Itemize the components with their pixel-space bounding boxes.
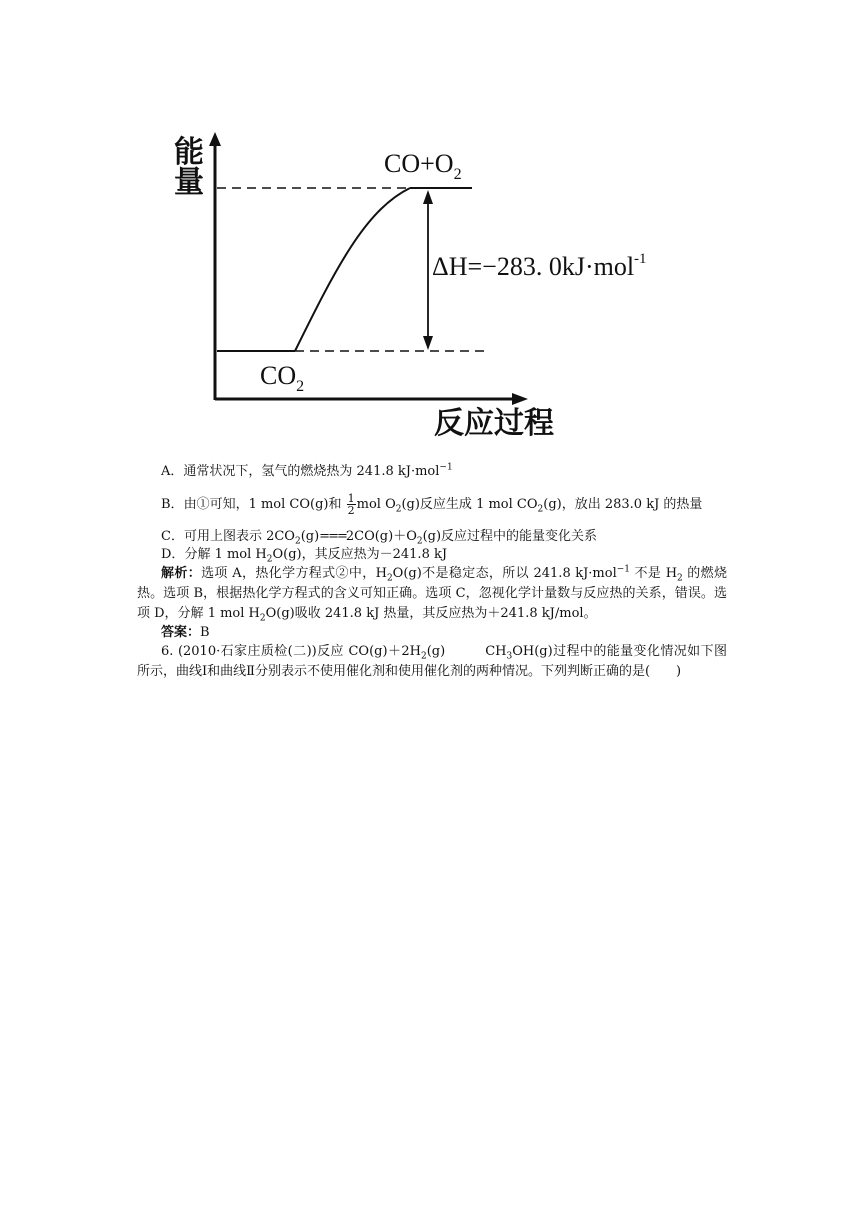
analysis-sub-3: 2 (259, 613, 266, 624)
energy-diagram (160, 120, 730, 450)
x-axis-arrow (512, 393, 528, 405)
energy-diagram-svg (160, 120, 730, 450)
analysis-sub-1: 2 (386, 573, 393, 584)
equation-sign: === (319, 529, 346, 544)
option-b-text-1: 由①可知，1 mol CO(g)和 (183, 497, 346, 512)
answer-line (161, 624, 727, 642)
analysis-text-5: O(g)吸收 241.8 kJ 热量，其反应热为＋241.8 kJ/mol。 (265, 606, 597, 621)
analysis-text-1: 选项 A，热化学方程式②中，H (201, 566, 387, 581)
y-axis-label-top: 能 (174, 136, 204, 169)
analysis-sub-2: 2 (677, 573, 683, 584)
option-c-text-3: 2CO(g)＋O (345, 529, 417, 544)
y-axis-arrow (209, 132, 221, 146)
fraction-denominator: 2 (347, 504, 355, 517)
answer-value: B (200, 625, 210, 640)
fraction-one-half (347, 493, 356, 516)
option-c-sub-2: 2 (416, 536, 423, 547)
option-d-text-2: O(g)，其反应热为－241.8 kJ (272, 547, 448, 562)
analysis-paragraph (137, 564, 727, 624)
option-a-text: 通常状况下，氢气的燃烧热为 241.8 kJ·mol (183, 464, 440, 479)
analysis-label: 解析： (161, 566, 202, 581)
analysis-text-3: 不是 H (630, 566, 678, 581)
analysis-sup-1: −1 (616, 564, 631, 575)
option-c-text-2: (g) (300, 529, 320, 544)
option-c-text-1: 可用上图表示 2CO (183, 529, 295, 544)
option-b (161, 493, 727, 516)
delta-h-arrow-top (423, 190, 433, 204)
analysis-text-2: O(g)不是稳定态，所以 241.8 kJ·mol (392, 566, 617, 581)
option-c-sub-1: 2 (294, 536, 301, 547)
option-c (161, 528, 727, 546)
fraction-numerator: 1 (347, 492, 355, 505)
reaction-curve (295, 188, 410, 351)
option-a (161, 463, 727, 481)
question-text (137, 463, 727, 682)
question-6-text-1: 6. (2010·石家庄质检(二))反应 CO(g)＋2H (161, 644, 421, 659)
option-b-text-3: (g)反应生成 1 mol CO (401, 497, 538, 512)
question-6-text-4: OH(g)过程中的能量变化情况如下图所示，曲线Ⅰ和曲线Ⅱ分别表示不使用催化剂和使用催化剂的两种情况。下列判断正确的是( ) (137, 644, 727, 679)
option-b-text-2: mol O (356, 497, 396, 512)
option-d-sub-1: 2 (266, 554, 273, 565)
answer-label: 答案： (161, 625, 201, 640)
question-6-text-3: CH (485, 644, 507, 659)
option-d (161, 546, 727, 564)
upper-state-label: $CO+O_2$ (384, 149, 462, 183)
question-6-sub-2: 3 (506, 651, 513, 662)
option-c-text-4: (g)反应过程中的能量变化关系 (422, 529, 598, 544)
question-6 (137, 642, 727, 682)
x-axis-label: 反应过程 (434, 407, 554, 440)
option-b-sub-1: 2 (395, 504, 402, 515)
analysis-text-4: 的燃烧热。选项 B，根据热化学方程式的含义可知正确。选项 C，忽视化学计量数与反应热的关系，错误。选项 D，分解 1 mol H (137, 566, 727, 621)
question-6-text-2: (g) (426, 644, 446, 659)
question-6-sub-1: 2 (420, 651, 427, 662)
option-c-label: C． (161, 529, 184, 544)
delta-h-arrow-bottom (423, 336, 433, 350)
option-d-label: D． (161, 547, 185, 562)
option-a-sup: −1 (439, 462, 453, 473)
option-b-text-4: (g)，放出 283.0 kJ 的热量 (543, 497, 703, 512)
lower-state-label: $CO_2$ (260, 361, 305, 395)
option-b-label: B． (161, 497, 184, 512)
option-d-text-1: 分解 1 mol H (184, 547, 267, 562)
delta-h-label: ΔH=−283. 0kJ·mol$^{-1}$ (432, 251, 647, 281)
option-b-sub-2: 2 (537, 504, 544, 515)
option-a-label: A． (161, 464, 184, 479)
y-axis-label-bottom: 量 (174, 166, 204, 199)
